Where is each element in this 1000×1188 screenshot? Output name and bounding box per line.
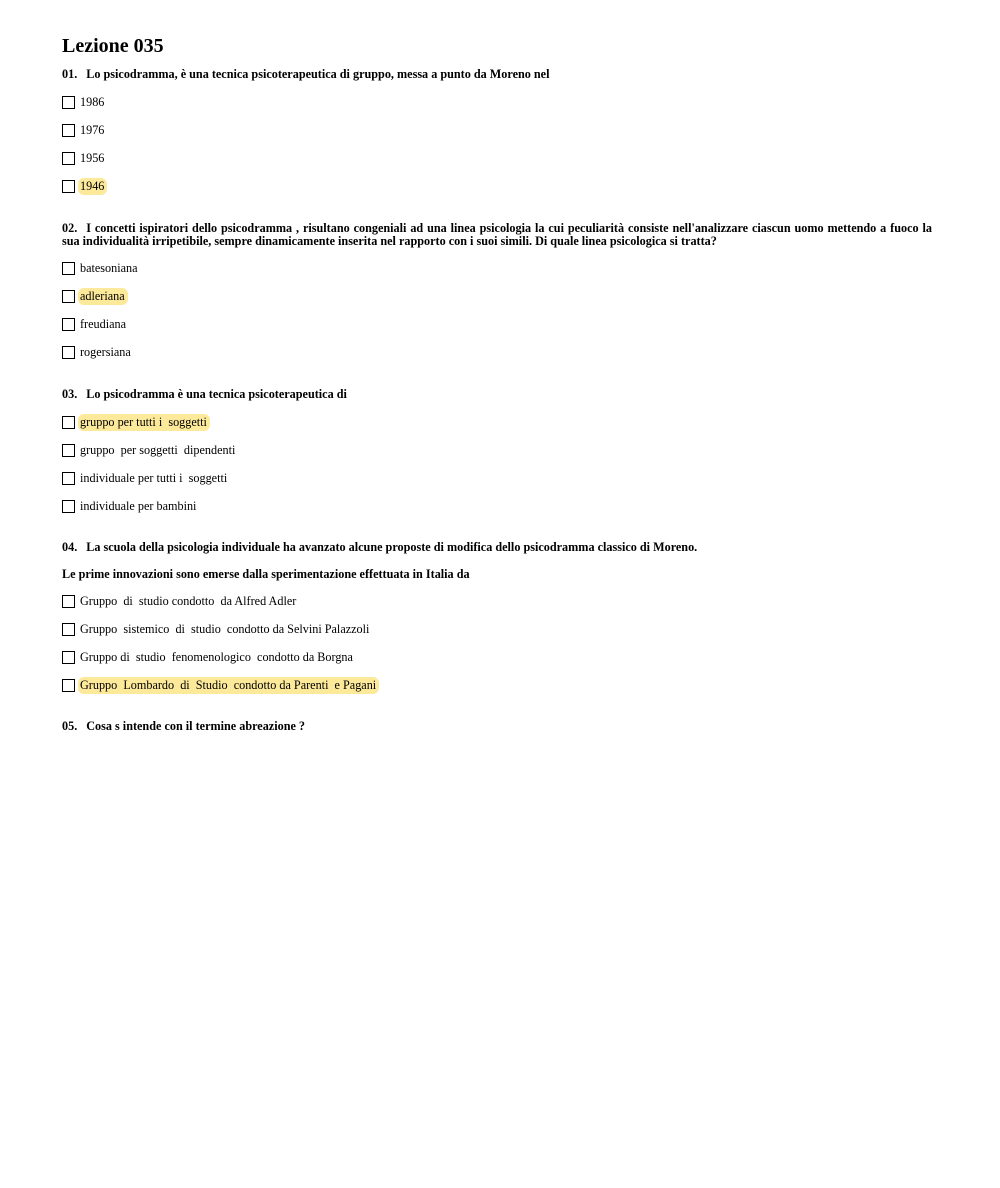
question-text: 02. I concetti ispiratori dello psicodramma , risultano congeniali ad una linea psicologia la cui peculiarità consiste nell'analizzare ciascun uomo mettendo a fuoco la sua individualità irripetibile, sempre dinamicamente inserita nel rapporto con i suoi simili. Di quale linea psicologica si tratta?: [62, 220, 932, 248]
option-02-b[interactable]: adleriana: [62, 289, 932, 305]
option-03-b[interactable]: gruppo per soggetti dipendenti: [62, 442, 932, 458]
option-01-a[interactable]: 1986: [62, 95, 932, 111]
option-04-c[interactable]: Gruppo di studio fenomenologico condotto da Borgna: [62, 649, 932, 665]
option-02-d[interactable]: rogersiana: [62, 345, 932, 361]
option-04-a[interactable]: Gruppo di studio condotto da Alfred Adler: [62, 593, 932, 609]
checkbox[interactable]: [62, 500, 75, 513]
option-01-b[interactable]: 1976: [62, 123, 932, 139]
question-text: 04. La scuola della psicologia individuale ha avanzato alcune proposte di modifica dello psicodramma classico di Moreno.: [62, 540, 698, 554]
quiz-page: [62, 32, 932, 734]
question-text: 05. Cosa s intende con il termine abreazione ?: [62, 719, 306, 733]
option-04-b[interactable]: Gruppo sistemico di studio condotto da Selvini Palazzoli: [62, 621, 932, 637]
checkbox[interactable]: [62, 623, 75, 636]
question-text: 01. Lo psicodramma, è una tecnica psicoterapeutica di gruppo, messa a punto da Moreno nel: [62, 67, 550, 81]
checkbox[interactable]: [62, 595, 75, 608]
checkbox[interactable]: [62, 152, 75, 165]
question-03: [62, 388, 932, 515]
checkbox[interactable]: [62, 262, 75, 275]
option-03-d[interactable]: individuale per bambini: [62, 498, 932, 514]
option-02-c[interactable]: freudiana: [62, 317, 932, 333]
checkbox[interactable]: [62, 444, 75, 457]
option-01-c[interactable]: 1956: [62, 151, 932, 167]
question-05: [62, 720, 932, 734]
checkbox[interactable]: [62, 318, 75, 331]
checkbox[interactable]: [62, 651, 75, 664]
checkbox[interactable]: [62, 416, 75, 429]
option-02-a[interactable]: batesoniana: [62, 261, 932, 277]
checkbox[interactable]: [62, 180, 75, 193]
checkbox[interactable]: [62, 472, 75, 485]
question-01: [62, 68, 932, 195]
option-03-c[interactable]: individuale per tutti i soggetti: [62, 470, 932, 486]
lesson-title: Lezione 035: [62, 35, 164, 57]
question-subtext: Le prime innovazioni sono emerse dalla sperimentazione effettuata in Italia da: [62, 566, 470, 581]
checkbox[interactable]: [62, 346, 75, 359]
checkbox[interactable]: [62, 124, 75, 137]
option-01-d[interactable]: 1946: [62, 179, 932, 195]
question-04: [62, 541, 932, 693]
question-text: 03. Lo psicodramma è una tecnica psicoterapeutica di: [62, 386, 347, 401]
checkbox[interactable]: [62, 290, 75, 303]
question-02: [62, 222, 932, 361]
checkbox[interactable]: [62, 679, 75, 692]
option-04-d[interactable]: Gruppo Lombardo di Studio condotto da Parenti e Pagani: [62, 677, 932, 693]
option-03-a[interactable]: gruppo per tutti i soggetti: [62, 414, 932, 430]
checkbox[interactable]: [62, 96, 75, 109]
